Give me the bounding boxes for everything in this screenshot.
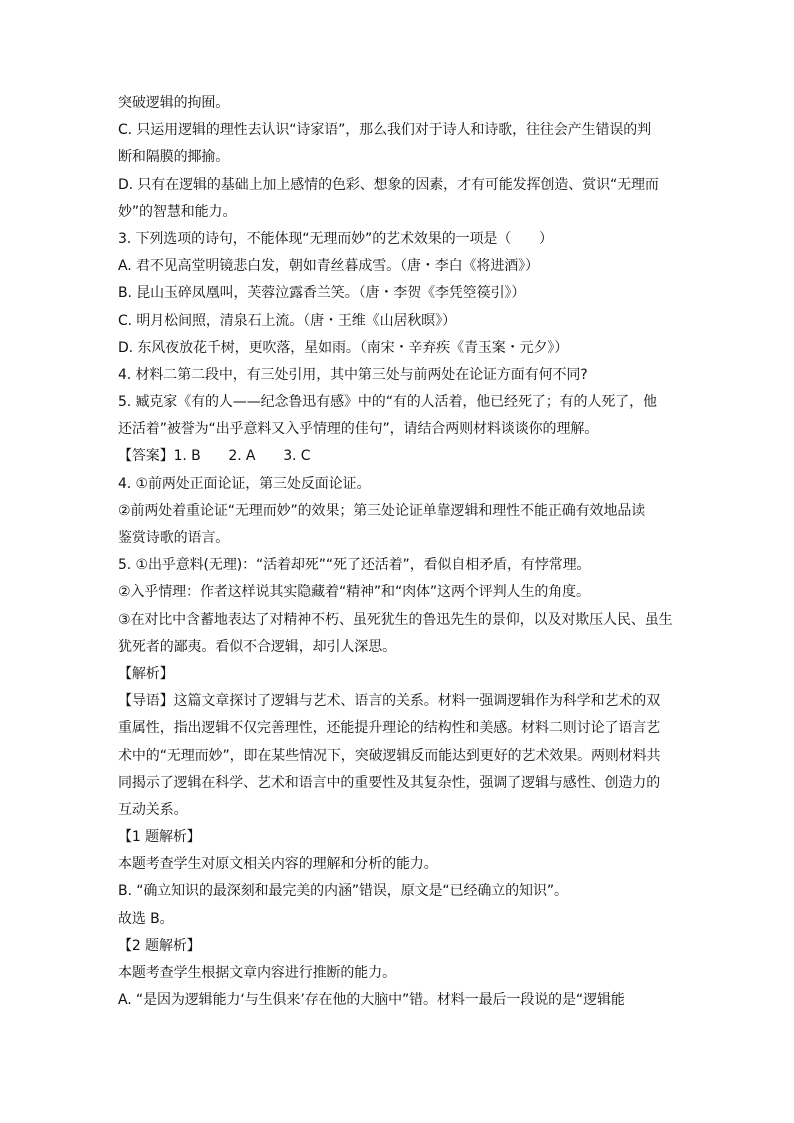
text-line: 故选 B。 <box>118 910 174 927</box>
text-line: B. “确立知识的最深刻和最完美的内涵”错误，原文是“已经确立的知识”。 <box>118 883 568 900</box>
document-page <box>118 90 688 1014</box>
text-line: 4. ①前两处正面论证，第三处反面论证。 <box>118 475 371 492</box>
text-line: 断和隔膜的揶揄。 <box>118 149 230 166</box>
text-line: 5. ①出乎意料(无理)：“活着却死”“死了还活着”，看似自相矛盾，有悖常理。 <box>118 557 591 574</box>
text-line: 重属性，指出逻辑不仅完善理性，还能提升理论的结构性和美感。材料二则讨论了语言艺 <box>118 720 661 737</box>
text-line: D. 只有在逻辑的基础上加上感情的色彩、想象的因素，才有可能发挥创造、赏识“无理而 <box>118 176 659 193</box>
text-line: 本题考查学生对原文相关内容的理解和分析的能力。 <box>118 856 438 873</box>
text-line: 还活着”被誉为“出乎意料又入乎情理的佳句”，请结合两则材料谈谈你的理解。 <box>118 421 599 438</box>
text-line: 妙”的智慧和能力。 <box>118 203 237 220</box>
text-line: 4. 材料二第二段中，有三处引用，其中第三处与前两处在论证方面有何不同? <box>118 366 588 383</box>
text-line: 5. 臧克家《有的人——纪念鲁迅有感》中的“有的人活着，他已经死了；有的人死了，他 <box>118 394 657 411</box>
text-line: 3. 下列选项的诗句，不能体现“无理而妙”的艺术效果的一项是（ ） <box>118 230 553 247</box>
text-line: C. 明月松间照，清泉石上流。（唐・王维《山居秋暝》） <box>118 312 456 329</box>
text-line: A. 君不见高堂明镜悲白发，朝如青丝暮成雪。（唐・李白《将进酒》） <box>118 258 539 275</box>
text-line: 【2 题解析】 <box>118 937 201 954</box>
text-line: 【1 题解析】 <box>118 829 201 846</box>
text-line: 【解析】 <box>118 665 174 682</box>
text-line: 【答案】1. B 2. A 3. C <box>118 448 311 465</box>
text-line: ②前两处着重论证“无理而妙”的效果；第三处论证单靠逻辑和理性不能正确有效地品读 <box>118 502 646 519</box>
text-line: A. “是因为逻辑能力‘与生俱来’存在他的大脑中”错。材料一最后一段说的是“逻辑能 <box>118 992 625 1009</box>
text-line: 鉴赏诗歌的语言。 <box>118 530 230 546</box>
text-line: 同揭示了逻辑在科学、艺术和语言中的重要性及其复杂性，强调了逻辑与感性、创造力的 <box>118 774 661 791</box>
text-line: B. 昆山玉碎凤凰叫，芙蓉泣露香兰笑。（唐・李贺《李凭箜篌引》） <box>118 285 526 302</box>
text-line: 互动关系。 <box>118 801 188 818</box>
text-line: ②入乎情理：作者这样说其实隐藏着“精神”和“肉体”这两个评判人生的角度。 <box>118 584 590 601</box>
text-line: 突破逻辑的拘囿。 <box>118 95 230 111</box>
text-line: 【导语】这篇文章探讨了逻辑与艺术、语言的关系。材料一强调逻辑作为科学和艺术的双 <box>118 693 661 710</box>
text-line: C. 只运用逻辑的理性去认识“诗家语”，那么我们对于诗人和诗歌，往往会产生错误的判 <box>118 122 652 139</box>
text-line: 术中的“无理而妙”，即在某些情况下，突破逻辑反而能达到更好的艺术效果。两则材料共 <box>118 747 661 764</box>
text-line: 本题考查学生根据文章内容进行推断的能力。 <box>118 965 396 981</box>
text-line: ③在对比中含蓄地表达了对精神不朽、虽死犹生的鲁迅先生的景仰，以及对欺压人民、虽生 <box>118 611 673 628</box>
text-line: 犹死者的鄙夷。看似不合逻辑，却引人深思。 <box>118 638 396 655</box>
text-line: D. 东风夜放花千树，更吹落，星如雨。（南宋・辛弃疾《青玉案・元夕》） <box>118 339 569 356</box>
